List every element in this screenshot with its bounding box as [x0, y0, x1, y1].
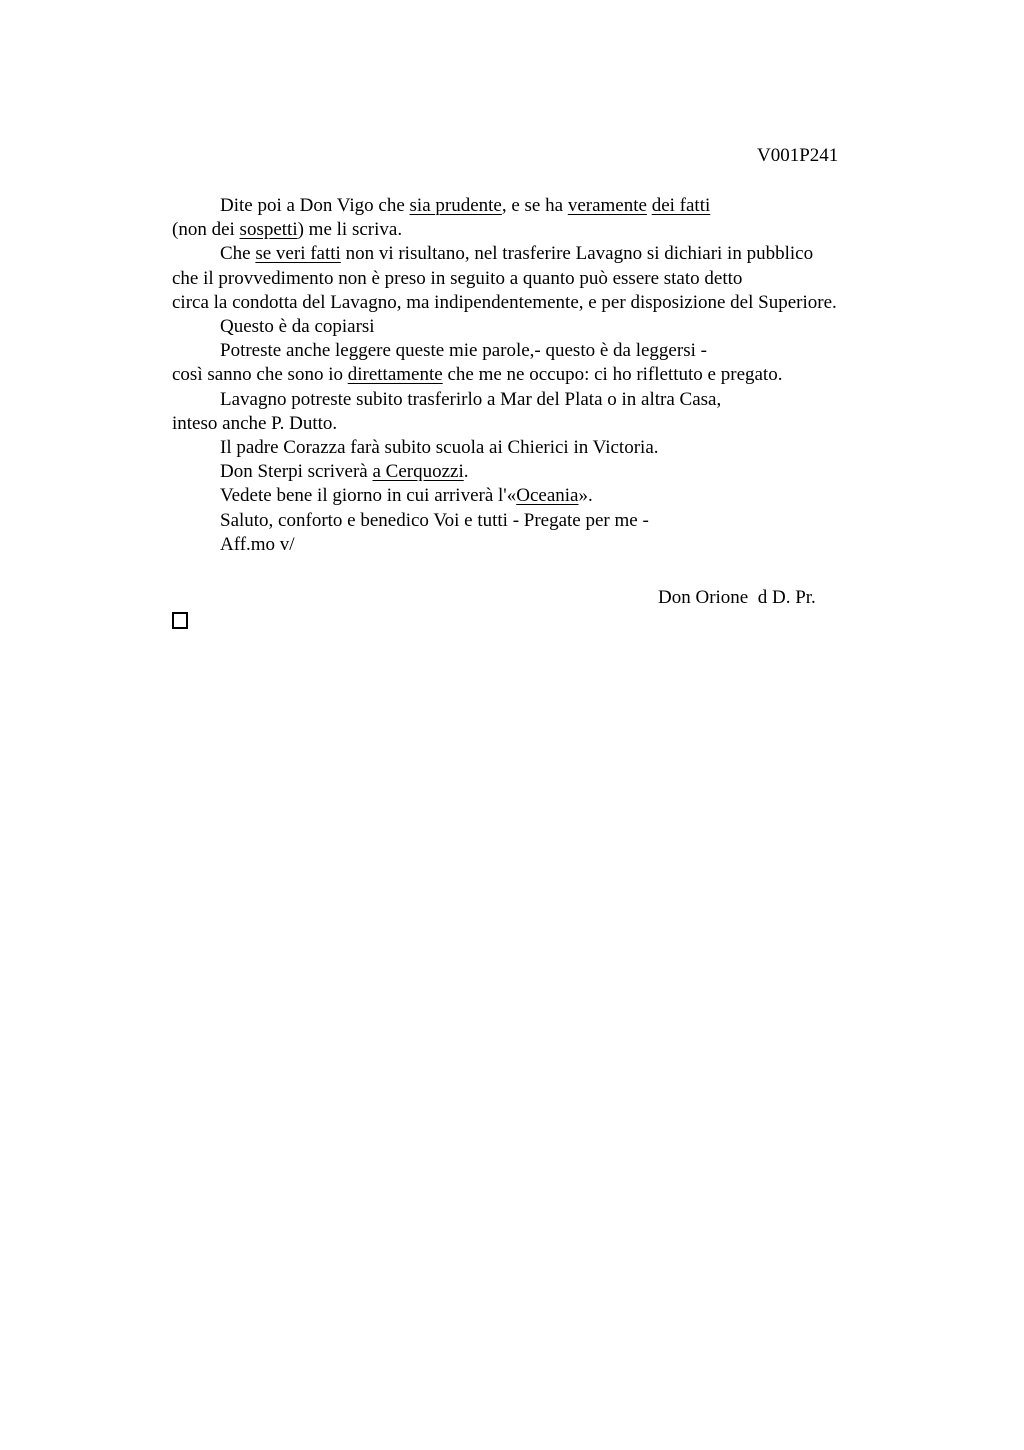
text-segment: , e se ha	[501, 195, 568, 216]
text-segment: inteso anche P. Dutto.	[172, 412, 338, 434]
letter-line	[172, 218, 932, 242]
letter-line	[172, 509, 932, 533]
text-segment: Questo è da copiarsi	[220, 316, 375, 338]
text-segment: Il padre Corazza farà subito scuola ai Chierici in Victoria.	[220, 437, 659, 459]
letter-line	[172, 267, 932, 291]
text-segment: così sanno che sono io	[172, 364, 348, 386]
text-segment: circa la condotta del Lavagno, ma indipendentemente, e per disposizione del Superiore.	[172, 291, 837, 313]
underlined-text: a Cerquozzi	[372, 461, 464, 483]
text-segment: Dite poi a Don Vigo che	[220, 195, 410, 216]
text-segment: non vi risultano, nel trasferire Lavagno si dichiari in pubblico	[340, 243, 814, 265]
underlined-text: veramente	[567, 195, 647, 216]
text-segment: Che	[220, 243, 256, 265]
letter-line	[172, 533, 932, 557]
underlined-text: Oceania	[516, 485, 579, 507]
underlined-text: sia prudente	[409, 195, 502, 216]
text-segment: .	[463, 461, 469, 483]
letter-line	[172, 484, 932, 508]
letter-line	[172, 436, 932, 460]
text-segment: che me ne occupo: ci ho riflettuto e pregato.	[442, 364, 783, 386]
text-segment: Vedete bene il giorno in cui arriverà l'«	[220, 485, 517, 507]
text-segment: ».	[578, 485, 593, 507]
letter-line	[172, 460, 932, 484]
reference-code: V001P241	[757, 145, 839, 166]
letter-line	[172, 291, 932, 315]
text-segment: Don Sterpi scriverà	[220, 461, 373, 483]
letter-body	[172, 194, 932, 557]
letter-line	[172, 339, 932, 363]
text-segment: Aff.mo v/	[220, 533, 295, 555]
underlined-text: sospetti	[239, 219, 298, 241]
text-segment: (non dei	[172, 219, 240, 241]
underlined-text: direttamente	[347, 364, 443, 386]
letter-line	[172, 242, 932, 266]
underlined-text: dei fatti	[651, 195, 711, 216]
letter-line	[172, 194, 932, 218]
letter-line	[172, 412, 932, 436]
empty-square-icon	[172, 612, 188, 629]
text-segment: che il provvedimento non è preso in seguito a quanto può essere stato detto	[172, 267, 743, 289]
underlined-text: se veri fatti	[255, 243, 341, 265]
signature: Don Orione d D. Pr.	[658, 587, 816, 608]
letter-line	[172, 388, 932, 412]
text-segment: Saluto, conforto e benedico Voi e tutti - Pregate per me -	[220, 509, 649, 531]
letter-line	[172, 315, 932, 339]
text-segment: Potreste anche leggere queste mie parole,- questo è da leggersi -	[220, 340, 707, 362]
text-segment: Lavagno potreste subito trasferirlo a Mar del Plata o in altra Casa,	[220, 388, 722, 410]
letter-line	[172, 363, 932, 387]
text-segment: ) me li scriva.	[297, 219, 403, 241]
